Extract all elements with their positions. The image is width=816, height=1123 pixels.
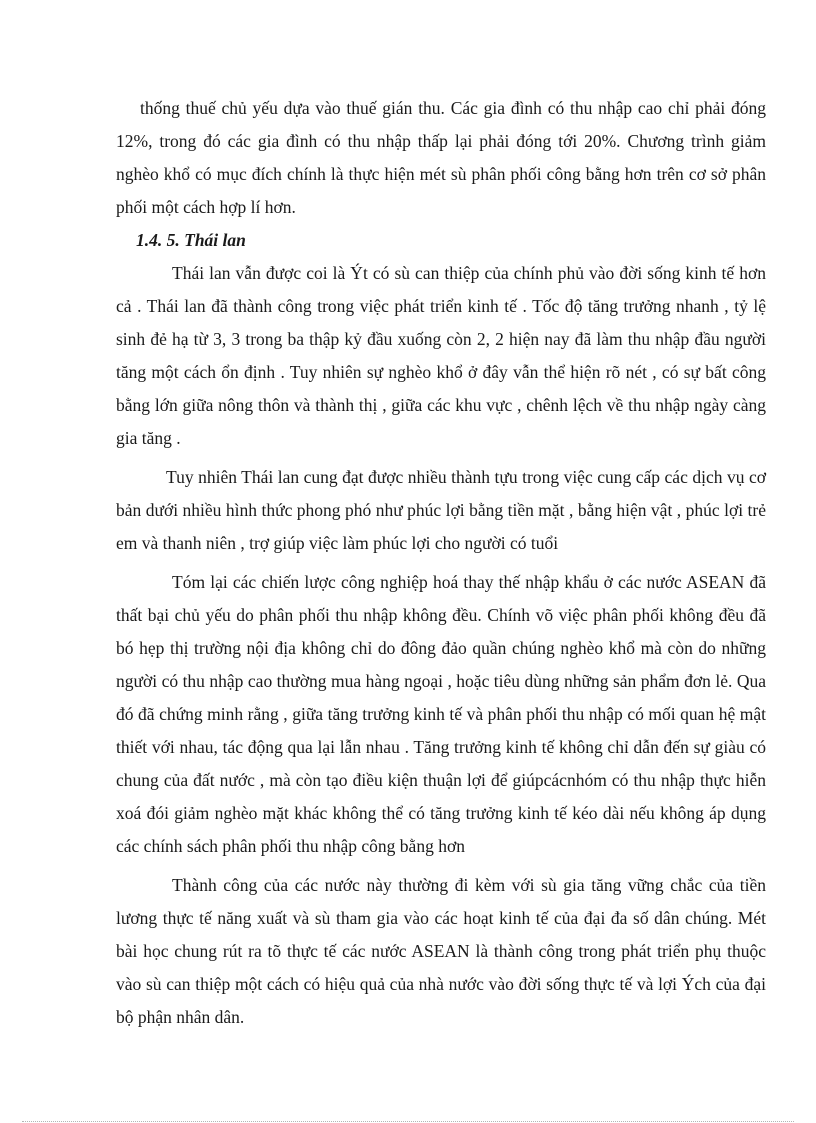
opening-paragraph: thống thuế chủ yếu dựa vào thuế gián thu. Các gia đình có thu nhập cao chỉ phải đóng 12%, trong đó các gia đình có thu nhập thấp lại phải đóng tới 20%. Chương trình giảm nghèo khổ có mục đích chính là thực hiện mét sù phân phối công bằng hơn trên cơ sở phân phối một cách hợp lí hơn. [116,98,766,217]
paragraph-thailand-services: Tuy nhiên Thái lan cung đạt được nhiều thành tựu trong việc cung cấp các dịch vụ cơ bản dưới nhiều hình thức phong phó như phúc lợi bằng tiền mặt , bằng hiện vật , phúc lợi trẻ em và thanh niên , trợ giúp việc làm phúc lợi cho người có tuổi [116,467,766,553]
paragraph-asean-lessons: Thành công của các nước này thường đi kèm với sù gia tăng vững chắc của tiền lương thực tế năng xuất và sù tham gia vào các hoạt kinh tế của đại đa số dân chúng. Mét bài học chung rút ra tõ thực tế các nước ASEAN là thành công trong phát triển phụ thuộc vào sù can thiệp một cách có hiệu quả của nhà nước vào đời sống thực tế và lợi Ých của đại bộ phận nhân dân. [116,875,766,1027]
document-page [116,92,766,1034]
paragraph-thailand-intro: Thái lan vẫn được coi là Ýt có sù can thiệp của chính phủ vào đời sống kinh tế hơn cả . Thái lan đã thành công trong việc phát triển kinh tế . Tốc độ tăng trưởng nhanh , tỷ lệ sinh đẻ hạ từ 3, 3 trong ba thập kỷ đầu xuống còn 2, 2 hiện nay đã làm thu nhập đầu người tăng một cách ổn định . Tuy nhiên sự nghèo khổ ở đây vẫn thể hiện rõ nét , có sự bất công bằng lớn giữa nông thôn và thành thị , giữa các khu vực , chênh lệch về thu nhập ngày càng gia tăng . [116,263,766,448]
paragraph-asean-summary: Tóm lại các chiến lược công nghiệp hoá thay thế nhập khẩu ở các nước ASEAN đã thất bại chủ yếu do phân phối thu nhập không đều. Chính võ việc phân phối không đều đã bó hẹp thị trường nội địa không chỉ do đông đảo quần chúng nghèo khổ mà còn do những người có thu nhập cao thường mua hàng ngoại , hoặc tiêu dùng những sản phẩm đơn lẻ. Qua đó đã chứng minh rằng , giữa tăng trưởng kinh tế và phân phối thu nhập có mối quan hệ mật thiết với nhau, tác động qua lại lẫn nhau . Tăng trưởng kinh tế không chỉ dẫn đến sự giàu có chung của đất nước , mà còn tạo điều kiện thuận lợi để giúpcácnhóm có thu nhập thực hiễn xoá đói giảm nghèo mặt khác không thể có tăng trưởng kinh tế kéo dài nếu không áp dụng các chính sách phân phối thu nhập công bằng hơn [116,572,766,856]
section-heading: 1.4. 5. Thái lan [136,230,246,250]
page-bottom-rule [22,1121,794,1122]
